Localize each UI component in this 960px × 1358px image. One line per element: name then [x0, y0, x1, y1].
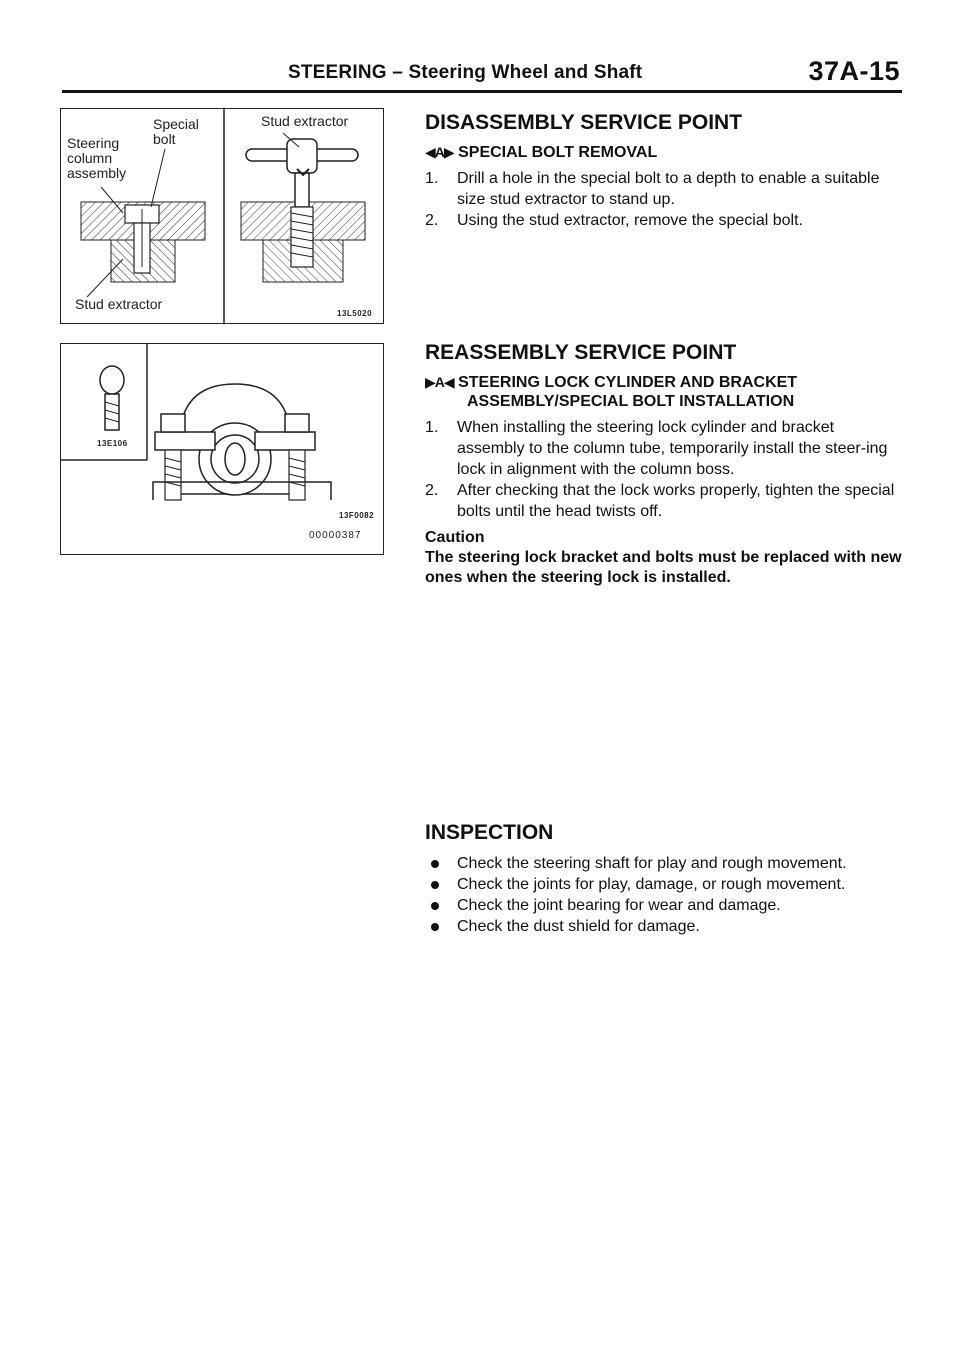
figure-2-code: 13F0082	[339, 511, 375, 520]
disassembly-subtitle	[425, 143, 905, 162]
inspection-item-text: Check the steering shaft for play and rough movement.	[457, 855, 847, 872]
figure-special-bolt-removal	[60, 108, 384, 324]
inspection-title: INSPECTION	[425, 821, 554, 844]
list-item	[425, 210, 905, 231]
label-special-bolt	[153, 117, 199, 147]
step-text: When installing the steering lock cylinder and bracket assembly to the column tube, temporarily install the steer-ing lock in alignment with the column boss.	[457, 419, 888, 478]
label-stud-extractor-top: Stud extractor	[261, 113, 349, 129]
list-item	[425, 853, 905, 874]
list-item	[425, 168, 905, 210]
inspection-item-text: Check the joint bearing for wear and damage.	[457, 897, 781, 914]
step-text: Drill a hole in the special bolt to a depth to enable a suitable size stud extractor to stand up.	[457, 170, 880, 208]
list-item	[425, 916, 905, 937]
label-steering-column-assembly	[67, 136, 126, 181]
figure-2-inset-code: 13E106	[97, 439, 128, 448]
inspection-item-text: Check the dust shield for damage.	[457, 918, 700, 935]
reassembly-subtitle	[425, 373, 905, 411]
reassembly-title: REASSEMBLY SERVICE POINT	[425, 341, 737, 364]
inspection-section	[425, 821, 905, 937]
step-number: 1.	[425, 419, 439, 436]
step-number: 2.	[425, 482, 439, 499]
reassembly-subtitle-text: STEERING LOCK CYLINDER AND BRACKET ASSEMBLY/SPECIAL BOLT INSTALLATION	[458, 374, 798, 410]
step-text: Using the stud extractor, remove the special bolt.	[457, 212, 803, 229]
bullet-icon	[431, 902, 439, 910]
disassembly-section	[425, 111, 905, 231]
header-title: STEERING – Steering Wheel and Shaft	[288, 62, 643, 83]
list-item	[425, 874, 905, 895]
reassembly-steps	[425, 417, 905, 522]
disassembly-title: DISASSEMBLY SERVICE POINT	[425, 111, 743, 134]
bullet-icon	[431, 881, 439, 889]
bullet-icon	[431, 923, 439, 931]
inspection-list	[425, 853, 905, 937]
caution-label: Caution	[425, 529, 485, 546]
figure-1-code: 13L5020	[337, 309, 373, 318]
inspection-item-text: Check the joints for play, damage, or rough movement.	[457, 876, 846, 893]
figure-steering-lock-bracket	[60, 343, 384, 555]
figure-2-drawing	[61, 344, 383, 554]
list-item	[425, 895, 905, 916]
label-special-bolt-text: Special bolt	[153, 116, 199, 147]
disassembly-steps	[425, 168, 905, 231]
page-header	[62, 56, 902, 90]
list-item	[425, 480, 905, 522]
header-rule	[62, 90, 902, 93]
service-mark-icon: ▶A◀	[425, 374, 454, 390]
step-text: After checking that the lock works properly, tighten the special bolts until the head twists off.	[457, 482, 895, 520]
step-number: 1.	[425, 170, 439, 187]
figure-2-ref-number: 00000387	[309, 530, 362, 541]
reassembly-section	[425, 341, 905, 588]
disassembly-subtitle-text: SPECIAL BOLT REMOVAL	[458, 144, 658, 161]
label-steering-column-assembly-text: Steering column assembly	[67, 135, 127, 181]
bullet-icon	[431, 860, 439, 868]
caution-text: The steering lock bracket and bolts must be replaced with new ones when the steering lock is installed.	[425, 549, 902, 586]
label-stud-extractor-bottom: Stud extractor	[75, 296, 163, 312]
list-item	[425, 417, 905, 480]
page-number: 37A-15	[808, 56, 900, 86]
step-number: 2.	[425, 212, 439, 229]
service-mark-icon: ◀A▶	[425, 144, 454, 160]
